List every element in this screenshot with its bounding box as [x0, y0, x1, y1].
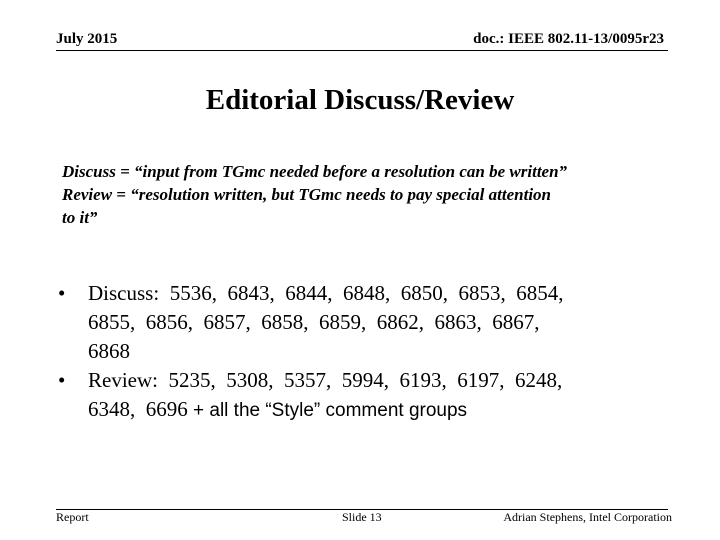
- discuss-numbers-line-1: 5536, 6843, 6844, 6848, 6850, 6853, 6854,: [169, 281, 564, 305]
- review-numbers-line-1: 5235, 5308, 5357, 5994, 6193, 6197, 6248,: [168, 368, 563, 392]
- review-numbers-line-2: 6348, 6696: [88, 397, 193, 421]
- discuss-line-1: [88, 279, 668, 308]
- review-definition-line-1: Review = “resolution written, but TGmc needs to pay special attention: [62, 185, 551, 204]
- header-doc-id: doc.: IEEE 802.11-13/0095r23: [473, 31, 664, 47]
- review-definition-line-2: to it”: [62, 208, 98, 227]
- slide-title: Editorial Discuss/Review: [205, 84, 515, 116]
- bullet-list: [58, 279, 668, 425]
- review-bullet-text: [88, 366, 668, 425]
- definitions-block: [62, 160, 662, 229]
- review-line-2: [88, 395, 668, 425]
- bullet-dot-icon: •: [58, 281, 66, 305]
- discuss-label: Discuss:: [88, 281, 170, 305]
- review-line-1: [88, 366, 668, 395]
- review-bullet: [58, 366, 668, 425]
- discuss-bullet: [58, 279, 668, 366]
- discuss-bullet-text: [88, 279, 668, 366]
- bullet-dot-icon: •: [58, 368, 66, 392]
- discuss-definition: Discuss = “input from TGmc needed before a resolution can be written”: [62, 162, 568, 181]
- header-divider: [56, 50, 668, 51]
- footer-report: Report: [56, 510, 89, 524]
- header-date: July 2015: [56, 31, 118, 47]
- review-label: Review:: [88, 368, 169, 392]
- footer-author: Adrian Stephens, Intel Corporation: [503, 510, 672, 524]
- review-style-groups: + all the “Style” comment groups: [193, 400, 468, 421]
- footer-slide-number: Slide 13: [342, 510, 382, 524]
- discuss-numbers-line-2: 6855, 6856, 6857, 6858, 6859, 6862, 6863, 6867,: [88, 310, 540, 334]
- discuss-numbers-line-3: 6868: [88, 339, 130, 363]
